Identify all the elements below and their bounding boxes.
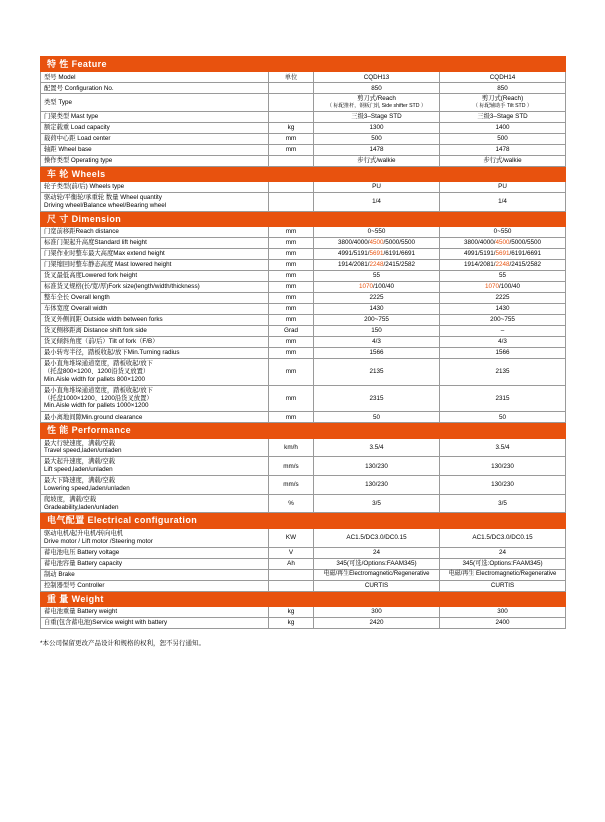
row-unit xyxy=(269,569,314,580)
row-value-1: 200~755 xyxy=(314,315,440,326)
row-unit xyxy=(269,83,314,94)
row-value-1: 2135 xyxy=(314,359,440,386)
row-label: 门宽前移距Reach distance xyxy=(41,227,269,238)
table-row xyxy=(41,193,566,212)
row-value-2: 500 xyxy=(440,133,566,144)
label-line-1: 最大下降速度，满载/空载 xyxy=(44,477,116,485)
table-row xyxy=(41,606,566,617)
row-value-1: AC1.5/DC3.0/DC0.15 xyxy=(314,528,440,547)
label-line-2: Lift speed,laden/unladen xyxy=(44,466,113,474)
row-label: 操作类型 Operating type xyxy=(41,155,269,166)
row-unit: mm/s xyxy=(269,476,314,495)
row-unit: Grad xyxy=(269,326,314,337)
row-value-1: 1300 xyxy=(314,122,440,133)
row-value-2 xyxy=(440,94,566,111)
section-title: 尺 寸 Dimension xyxy=(41,211,566,226)
row-value-2: 2315 xyxy=(440,385,566,412)
section-header-dimension xyxy=(41,211,566,226)
table-row xyxy=(41,359,566,386)
value-note: （ 标配辅助手 Tilt STD ） xyxy=(472,103,533,110)
label-line-1: 最小直角堆垛通道宽度，踏板收起/放下 xyxy=(44,360,153,368)
row-unit: mm xyxy=(269,337,314,348)
row-value-2: 130/230 xyxy=(440,476,566,495)
row-unit: V xyxy=(269,547,314,558)
label-line-2: Gradeability,laden/unladen xyxy=(44,503,119,511)
label-line-3: Min.Aisle width for pallets 1000×1200 xyxy=(44,402,149,410)
row-unit: mm xyxy=(269,348,314,359)
table-row xyxy=(41,569,566,580)
value-main: 剪刀式(Reach) xyxy=(481,95,524,103)
row-value-2: AC1.5/DC3.0/DC0.15 xyxy=(440,528,566,547)
row-unit xyxy=(269,182,314,193)
row-label xyxy=(41,385,269,412)
row-value-2: 3/5 xyxy=(440,494,566,513)
row-label: 最小转弯半径，踏板收起/放下Min.Turning radius xyxy=(41,348,269,359)
row-label: 货叉最低高度Lowered fork height xyxy=(41,271,269,282)
row-value-1: 500 xyxy=(314,133,440,144)
row-label xyxy=(41,528,269,547)
row-label: 自重(包含蓄电池)Service weight with battery xyxy=(41,617,269,628)
row-value-2: 130/230 xyxy=(440,457,566,476)
row-value-1: 150 xyxy=(314,326,440,337)
row-label: 额定载重 Load capacity xyxy=(41,122,269,133)
row-unit: 单位 xyxy=(269,72,314,83)
row-label: 控制器型号 Controller xyxy=(41,580,269,591)
table-row xyxy=(41,282,566,293)
table-row xyxy=(41,72,566,83)
row-unit: mm xyxy=(269,293,314,304)
row-value-2: 345(可选:Options:FAAM345) xyxy=(440,558,566,569)
row-value-2: 三级3–Stage STD xyxy=(440,111,566,122)
row-value-1: 步行式/walkie xyxy=(314,155,440,166)
row-unit: mm xyxy=(269,271,314,282)
table-row xyxy=(41,155,566,166)
section-header-electrical xyxy=(41,513,566,528)
row-value-1: 3.5/4 xyxy=(314,438,440,457)
row-unit: mm xyxy=(269,282,314,293)
row-value-1: 4991/5191/5691/6191/6691 xyxy=(314,249,440,260)
row-unit: kg xyxy=(269,617,314,628)
row-value-2: 50 xyxy=(440,412,566,423)
table-row xyxy=(41,304,566,315)
row-value-1: 2225 xyxy=(314,293,440,304)
row-value-1: 4/3 xyxy=(314,337,440,348)
row-value-2: 0~550 xyxy=(440,227,566,238)
row-value-1: 1/4 xyxy=(314,193,440,212)
row-label: 类型 Type xyxy=(41,94,269,111)
row-value-1: 130/230 xyxy=(314,457,440,476)
row-value-1: 3/5 xyxy=(314,494,440,513)
row-value-1: 3800/4000/4500/5000/5500 xyxy=(314,238,440,249)
row-unit xyxy=(269,193,314,212)
row-value-2: 1430 xyxy=(440,304,566,315)
label-line-1: 最大行驶速度，满载/空载 xyxy=(44,439,116,447)
row-unit: km/h xyxy=(269,438,314,457)
row-label xyxy=(41,476,269,495)
table-row xyxy=(41,238,566,249)
row-unit: % xyxy=(269,494,314,513)
row-label: 轴距 Wheel base xyxy=(41,144,269,155)
row-value-1: CURTIS xyxy=(314,580,440,591)
row-value-2: 24 xyxy=(440,547,566,558)
row-value-1: 2420 xyxy=(314,617,440,628)
row-unit: mm xyxy=(269,359,314,386)
row-value-2: 电磁/再生 Electromagnetic/Regenerative xyxy=(440,569,566,580)
table-row xyxy=(41,558,566,569)
row-value-1: 1566 xyxy=(314,348,440,359)
table-row xyxy=(41,385,566,412)
row-value-1: 1070/100/40 xyxy=(314,282,440,293)
row-value-1: 55 xyxy=(314,271,440,282)
row-label: 整车全长 Overall length xyxy=(41,293,269,304)
row-value-2: 55 xyxy=(440,271,566,282)
row-value-2: 4/3 xyxy=(440,337,566,348)
row-value-1: 1914/2081/2248/2415/2582 xyxy=(314,260,440,271)
row-label: 门架作业时整车最大高度Max extend height xyxy=(41,249,269,260)
section-title: 特 性 Feature xyxy=(41,57,566,72)
row-label: 蓄电池重量 Battery weight xyxy=(41,606,269,617)
row-unit: mm xyxy=(269,249,314,260)
row-value-2: 3800/4000/4500/5000/5500 xyxy=(440,238,566,249)
label-line-2: （托盘800×1200、1200沿货叉放置） xyxy=(44,367,150,375)
row-value-1: 2315 xyxy=(314,385,440,412)
value-note: （ 标配推杆，钢板门轧 Side shifter STD ） xyxy=(326,103,427,110)
table-row xyxy=(41,144,566,155)
label-line-1: 最小直角堆垛通道宽度，踏板收起/放下 xyxy=(44,386,153,394)
section-header-wheels xyxy=(41,166,566,181)
section-title: 车 轮 Wheels xyxy=(41,166,566,181)
row-label: 标准门架起升高度Standard lift height xyxy=(41,238,269,249)
table-row xyxy=(41,293,566,304)
table-row xyxy=(41,337,566,348)
row-value-2: 1070/100/40 xyxy=(440,282,566,293)
section-header-weight xyxy=(41,591,566,606)
row-label: 货叉外侧间距 Outside width between forks xyxy=(41,315,269,326)
row-unit: mm xyxy=(269,412,314,423)
row-label: 货叉倾斜角度（前/后）Tilt of fork（F/B） xyxy=(41,337,269,348)
row-label xyxy=(41,193,269,212)
row-label: 蓄电池电压 Battery voltage xyxy=(41,547,269,558)
row-unit: mm xyxy=(269,315,314,326)
row-unit: mm xyxy=(269,304,314,315)
row-value-2: CURTIS xyxy=(440,580,566,591)
label-line-1: 驱动轮/平衡轮/承重轮 数量 Wheel quantity xyxy=(44,194,162,202)
row-value-2: 2400 xyxy=(440,617,566,628)
row-unit: KW xyxy=(269,528,314,547)
row-unit: mm xyxy=(269,260,314,271)
row-label: 制动 Brake xyxy=(41,569,269,580)
table-row xyxy=(41,528,566,547)
row-label xyxy=(41,457,269,476)
row-value-1: 50 xyxy=(314,412,440,423)
row-value-1: 850 xyxy=(314,83,440,94)
section-title: 电气配置 Electrical configuration xyxy=(41,513,566,528)
section-title: 重 量 Weight xyxy=(41,591,566,606)
table-row xyxy=(41,476,566,495)
row-value-1: 130/230 xyxy=(314,476,440,495)
section-header-performance xyxy=(41,423,566,438)
row-label: 载荷中心距 Load center xyxy=(41,133,269,144)
row-value-1: 1430 xyxy=(314,304,440,315)
row-unit: kg xyxy=(269,606,314,617)
row-value-2: 300 xyxy=(440,606,566,617)
row-value-1 xyxy=(314,94,440,111)
row-unit: mm/s xyxy=(269,457,314,476)
row-unit: mm xyxy=(269,144,314,155)
row-value-1: 三级3–Stage STD xyxy=(314,111,440,122)
table-row xyxy=(41,326,566,337)
row-label: 门架类型 Mast type xyxy=(41,111,269,122)
table-row xyxy=(41,547,566,558)
label-line-1: 驱动电机/起升电机/转向电机 xyxy=(44,529,124,537)
row-unit xyxy=(269,155,314,166)
table-row xyxy=(41,249,566,260)
row-label xyxy=(41,494,269,513)
row-label: 标准货叉规格(长/宽/厚)Fork size(length/width/thickness) xyxy=(41,282,269,293)
row-value-2: 1/4 xyxy=(440,193,566,212)
label-line-1: 最大起升速度，满载/空载 xyxy=(44,458,116,466)
row-value-2: 2225 xyxy=(440,293,566,304)
table-row xyxy=(41,438,566,457)
row-unit: kg xyxy=(269,122,314,133)
row-unit: mm xyxy=(269,385,314,412)
table-row xyxy=(41,315,566,326)
row-unit: mm xyxy=(269,133,314,144)
table-row xyxy=(41,271,566,282)
row-value-2: CQDH14 xyxy=(440,72,566,83)
row-value-1: 0~550 xyxy=(314,227,440,238)
row-value-2: – xyxy=(440,326,566,337)
row-label: 门架缩回时整车静态高度 Mast lowered height xyxy=(41,260,269,271)
table-row xyxy=(41,94,566,111)
label-line-1: 爬坡度，满载/空载 xyxy=(44,495,97,503)
row-label xyxy=(41,438,269,457)
row-value-1: 24 xyxy=(314,547,440,558)
table-row xyxy=(41,83,566,94)
row-label: 轮子类型(前/后) Wheels type xyxy=(41,182,269,193)
label-line-2: Lowering speed,laden/unladen xyxy=(44,484,130,492)
row-value-2: 1478 xyxy=(440,144,566,155)
row-label: 最小离地间隙Min.ground clearance xyxy=(41,412,269,423)
row-unit: mm xyxy=(269,238,314,249)
row-value-2: 4991/5191/5691/6191/6691 xyxy=(440,249,566,260)
row-unit: Ah xyxy=(269,558,314,569)
label-line-2: Driving wheel/Balance wheel/Bearing wheel xyxy=(44,201,167,209)
label-line-2: Travel speed,laden/unladen xyxy=(44,447,122,455)
row-value-1: PU xyxy=(314,182,440,193)
table-row xyxy=(41,182,566,193)
row-label xyxy=(41,359,269,386)
row-label: 货叉侧移距离 Distance shift fork side xyxy=(41,326,269,337)
row-value-2: 步行式/walkie xyxy=(440,155,566,166)
row-value-2: PU xyxy=(440,182,566,193)
row-value-1: 300 xyxy=(314,606,440,617)
label-line-3: Min.Aisle width for pallets 800×1200 xyxy=(44,375,145,383)
row-value-2: 1400 xyxy=(440,122,566,133)
specification-table xyxy=(40,56,566,629)
row-label: 型号 Model xyxy=(41,72,269,83)
table-row xyxy=(41,260,566,271)
table-row xyxy=(41,412,566,423)
row-value-1: 1478 xyxy=(314,144,440,155)
row-value-2: 200~755 xyxy=(440,315,566,326)
row-label: 配置号 Configuration No. xyxy=(41,83,269,94)
footnote: *本公司保留更改产品设计和规格的权利，恕不另行通知。 xyxy=(40,639,206,647)
row-value-1: CQDH13 xyxy=(314,72,440,83)
row-unit xyxy=(269,111,314,122)
row-value-2: 1914/2081/2248/2415/2582 xyxy=(440,260,566,271)
row-label: 车体宽度 Overall width xyxy=(41,304,269,315)
table-row xyxy=(41,111,566,122)
table-row xyxy=(41,457,566,476)
row-value-2: 1566 xyxy=(440,348,566,359)
section-header-feature xyxy=(41,57,566,72)
table-row xyxy=(41,617,566,628)
row-value-1: 345(可选/Options:FAAM345) xyxy=(314,558,440,569)
table-row xyxy=(41,227,566,238)
row-unit xyxy=(269,580,314,591)
table-row xyxy=(41,494,566,513)
section-title: 性 能 Performance xyxy=(41,423,566,438)
table-body xyxy=(41,57,566,629)
row-value-2: 2135 xyxy=(440,359,566,386)
label-line-2: Drive motor / Lift motor /Steering motor xyxy=(44,537,153,545)
table-row xyxy=(41,122,566,133)
value-main: 剪刀式/Reach xyxy=(357,95,396,103)
table-row xyxy=(41,348,566,359)
row-value-2: 850 xyxy=(440,83,566,94)
row-label: 蓄电池容量 Battery capacity xyxy=(41,558,269,569)
table-row xyxy=(41,580,566,591)
table-row xyxy=(41,133,566,144)
row-value-1: 电磁/再生Electromagnetic/Regenerative xyxy=(314,569,440,580)
row-unit xyxy=(269,94,314,111)
label-line-2: （托盘1000×1200、1200沿货叉放置） xyxy=(44,394,153,402)
row-value-2: 3.5/4 xyxy=(440,438,566,457)
row-unit: mm xyxy=(269,227,314,238)
